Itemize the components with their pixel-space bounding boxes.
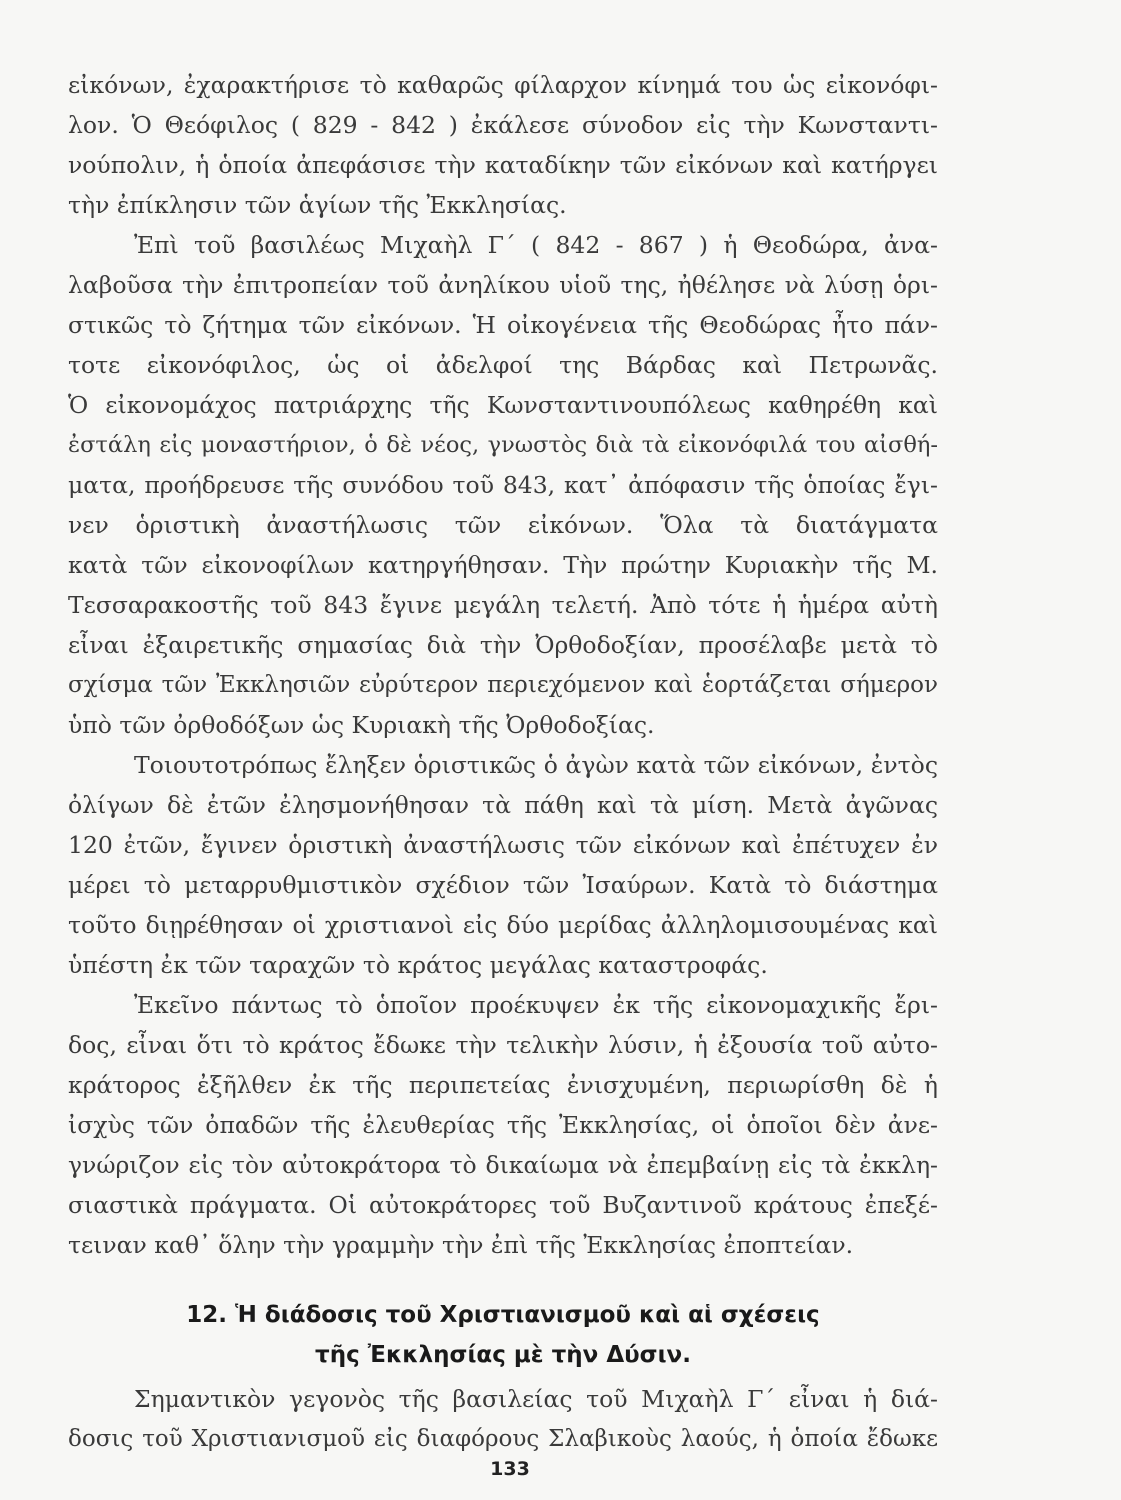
- text-line: τοῦτο διῃρέθησαν οἱ χριστιανοὶ εἰς δύο μερίδας ἀλληλομισουμένας καὶ: [68, 911, 938, 939]
- text-line: ματα, προήδρευσε τῆς συνόδου τοῦ 843, κατ᾽ ἀπόφασιν τῆς ὁποίας ἔγι-: [68, 471, 938, 499]
- text-line: δος, εἶναι ὅτι τὸ κράτος ἔδωκε τὴν τελικὴν λύσιν, ἡ ἐξουσία τοῦ αὐτο-: [68, 1031, 938, 1059]
- text-line: ὀλίγων δὲ ἐτῶν ἐλησμονήθησαν τὰ πάθη καὶ τὰ μίση. Μετὰ ἀγῶνας: [68, 791, 938, 819]
- text-line: Τοιουτοτρόπως ἔληξεν ὁριστικῶς ὁ ἀγὼν κατὰ τῶν εἰκόνων, ἐντὸς: [134, 751, 938, 779]
- text-line: σχίσμα τῶν Ἐκκλησιῶν εὐρύτερον περιεχόμενον καὶ ἑορτάζεται σήμερον: [68, 672, 938, 698]
- text-line: 120 ἐτῶν, ἔγινεν ὁριστικὴ ἀναστήλωσις τῶν εἰκόνων καὶ ἐπέτυχεν ἐν: [68, 831, 938, 859]
- text-line: Ἐκεῖνο πάντως τὸ ὁποῖον προέκυψεν ἐκ τῆς εἰκονομαχικῆς ἔρι-: [134, 991, 938, 1019]
- text-line: κράτορος ἐξῆλθεν ἐκ τῆς περιπετείας ἐνισχυμένη, περιωρίσθη δὲ ἡ: [68, 1071, 938, 1099]
- text-line: κατὰ τῶν εἰκονοφίλων κατηργήθησαν. Τὴν πρώτην Κυριακὴν τῆς Μ.: [68, 551, 938, 579]
- text-line: ἐστάλη εἰς μοναστήριον, ὁ δὲ νέος, γνωστὸς διὰ τὰ εἰκονόφιλά του αἰσθή-: [68, 432, 938, 458]
- text-line: τειναν καθ᾽ ὅλην τὴν γραμμὴν τὴν ἐπὶ τῆς Ἐκκλησίας ἐποπτείαν.: [68, 1231, 854, 1259]
- text-line: μέρει τὸ μεταρρυθμιστικὸν σχέδιον τῶν Ἰσαύρων. Κατὰ τὸ διάστημα: [68, 871, 938, 899]
- section-heading-line-2: τῆς Ἐκκλησίας μὲ τὴν Δύσιν.: [315, 1342, 691, 1368]
- text-line: τὴν ἐπίκλησιν τῶν ἁγίων τῆς Ἐκκλησίας.: [68, 191, 567, 219]
- text-line: δοσις τοῦ Χριστιανισμοῦ εἰς διαφόρους Σλαβικοὺς λαούς, ἡ ὁποία ἔδωκε: [68, 1426, 938, 1452]
- text-line: σιαστικὰ πράγματα. Οἱ αὐτοκράτορες τοῦ Βυζαντινοῦ κράτους ἐπεξέ-: [68, 1191, 938, 1219]
- text-line: λαβοῦσα τὴν ἐπιτροπείαν τοῦ ἀνηλίκου υἱοῦ της, ἠθέλησε νὰ λύσῃ ὁρι-: [68, 271, 938, 299]
- text-line: Τεσσαρακοστῆς τοῦ 843 ἔγινε μεγάλη τελετή. Ἀπὸ τότε ἡ ἡμέρα αὐτὴ: [68, 591, 938, 619]
- text-line: Ἐπὶ τοῦ βασιλέως Μιχαὴλ Γ΄ ( 842 - 867 ) ἡ Θεοδώρα, ἀνα-: [134, 231, 938, 259]
- text-line: ἰσχὺς τῶν ὀπαδῶν τῆς ἐλευθερίας τῆς Ἐκκλησίας, οἱ ὁποῖοι δὲν ἀνε-: [68, 1111, 938, 1139]
- text-line: εἶναι ἐξαιρετικῆς σημασίας διὰ τὴν Ὀρθοδοξίαν, προσέλαβε μετὰ τὸ: [68, 631, 938, 659]
- text-line: νεν ὁριστικὴ ἀναστήλωσις τῶν εἰκόνων. Ὅλα τὰ διατάγματα: [68, 511, 938, 539]
- text-line: νούπολιν, ἡ ὁποία ἀπεφάσισε τὴν καταδίκην τῶν εἰκόνων καὶ κατήργει: [68, 151, 938, 179]
- page-number: 133: [490, 1458, 530, 1480]
- text-line: Σημαντικὸν γεγονὸς τῆς βασιλείας τοῦ Μιχαὴλ Γ΄ εἶναι ἡ διά-: [134, 1385, 938, 1413]
- text-line: ὑπέστη ἐκ τῶν ταραχῶν τὸ κράτος μεγάλας καταστροφάς.: [68, 951, 768, 979]
- text-line: ὑπὸ τῶν ὀρθοδόξων ὡς Κυριακὴ τῆς Ὀρθοδοξίας.: [68, 711, 655, 739]
- text-line: γνώριζον εἰς τὸν αὐτοκράτορα τὸ δικαίωμα νὰ ἐπεμβαίνῃ εἰς τὰ ἐκκλη-: [68, 1151, 938, 1179]
- text-line: τοτε εἰκονόφιλος, ὡς οἱ ἀδελφοί της Βάρδας καὶ Πετρωνᾶς.: [68, 351, 938, 379]
- text-line: στικῶς τὸ ζήτημα τῶν εἰκόνων. Ἡ οἰκογένεια τῆς Θεοδώρας ἦτο πάν-: [68, 311, 938, 339]
- section-heading-line-1: 12. Ἡ διάδοσις τοῦ Χριστιανισμοῦ καὶ αἱ σχέσεις: [186, 1302, 820, 1328]
- text-line: εἰκόνων, ἐχαρακτήρισε τὸ καθαρῶς φίλαρχον κίνημά του ὡς εἰκονόφι-: [68, 71, 938, 99]
- text-line: λον. Ὁ Θεόφιλος ( 829 - 842 ) ἐκάλεσε σύνοδον εἰς τὴν Κωνσταντι-: [68, 111, 938, 139]
- text-line: Ὁ εἰκονομάχος πατριάρχης τῆς Κωνσταντινουπόλεως καθηρέθη καὶ: [68, 391, 938, 419]
